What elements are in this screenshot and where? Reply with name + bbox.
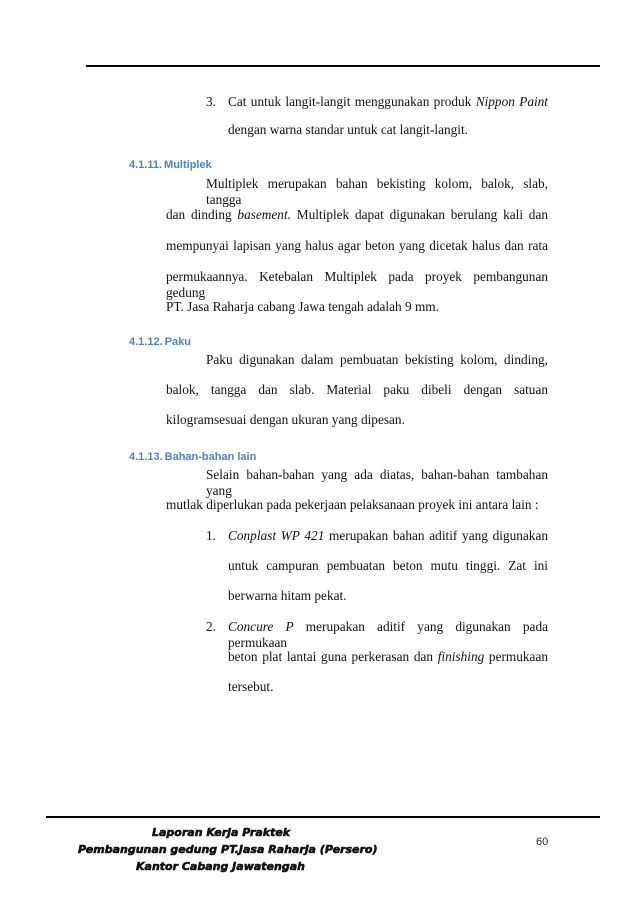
paragraph-line: dengan warna standar untuk cat langit-langit.	[228, 122, 468, 137]
paragraph-line: Multiplek merupakan bahan bekisting kolom, balok, slab, tangga	[206, 176, 548, 207]
text-span: Multiplek dapat digunakan berulang kali dan	[290, 207, 549, 222]
paragraph-line: permukaannya. Ketebalan Multiplek pada proyek pembangunan gedung	[166, 269, 548, 300]
text-span: permukaan	[484, 649, 548, 664]
footer-rule	[46, 816, 600, 818]
header-rule	[86, 65, 600, 67]
section-heading	[129, 335, 191, 349]
list-number: 1.	[206, 528, 216, 543]
section-heading	[129, 450, 256, 464]
paragraph-line: untuk campuran pembuatan beton mutu tinggi. Zat ini	[228, 558, 548, 573]
paragraph-line: mutlak diperlukan pada pekerjaan pelaksanaan proyek ini antara lain :	[166, 497, 539, 512]
section-number: 4.1.12.	[129, 336, 163, 348]
paragraph-line: Paku digunakan dalam pembuatan bekisting kolom, dinding,	[206, 352, 548, 367]
paragraph-line	[228, 528, 548, 544]
text-span: merupakan bahan aditif yang digunakan	[324, 528, 548, 543]
paragraph-line	[166, 207, 548, 223]
paragraph-line	[228, 619, 548, 651]
text-span: beton plat lantai guna perkerasan dan	[228, 649, 438, 664]
italic-text: Conplast WP 421	[228, 528, 325, 543]
paragraph-line: PT. Jasa Raharja cabang Jawa tengah adalah 9 mm.	[166, 299, 439, 314]
paragraph-line	[228, 649, 548, 665]
italic-text: finishing	[437, 649, 485, 664]
text-span: Cat untuk langit-langit menggunakan produk	[228, 94, 476, 109]
page-number: 60	[536, 836, 549, 848]
text-span: dan dinding	[166, 207, 238, 222]
paragraph-line: Selain bahan-bahan yang ada diatas, bahan-bahan tambahan yang	[206, 467, 548, 498]
paragraph-line: tersebut.	[228, 679, 274, 694]
section-title: Bahan-bahan lain	[164, 451, 257, 463]
section-title: Paku	[164, 336, 191, 348]
footer-project: Pembangunan gedung PT.Jasa Raharja (Persero)	[78, 843, 378, 856]
footer-office: Kantor Cabang Jawatengah	[136, 860, 305, 873]
list-number: 2.	[206, 619, 216, 634]
list-number: 3.	[206, 94, 216, 109]
paragraph-line	[228, 94, 548, 110]
italic-text: Concure P	[228, 619, 294, 634]
section-number: 4.1.13.	[129, 451, 163, 463]
section-heading	[129, 158, 212, 172]
section-title: Multiplek	[164, 159, 212, 171]
paragraph-line: kilogramsesuai dengan ukuran yang dipesan.	[166, 412, 405, 427]
paragraph-line: berwarna hitam pekat.	[228, 588, 347, 603]
italic-text: Nippon Paint	[475, 94, 549, 109]
section-number: 4.1.11.	[129, 159, 163, 171]
footer-title: Laporan Kerja Praktek	[152, 826, 291, 839]
paragraph-line: balok, tangga dan slab. Material paku dibeli dengan satuan	[166, 382, 548, 397]
italic-text: basement.	[237, 207, 291, 222]
text-span: merupakan aditif yang digunakan pada permukaan	[228, 619, 548, 650]
paragraph-line: mempunyai lapisan yang halus agar beton yang dicetak halus dan rata	[166, 238, 548, 253]
